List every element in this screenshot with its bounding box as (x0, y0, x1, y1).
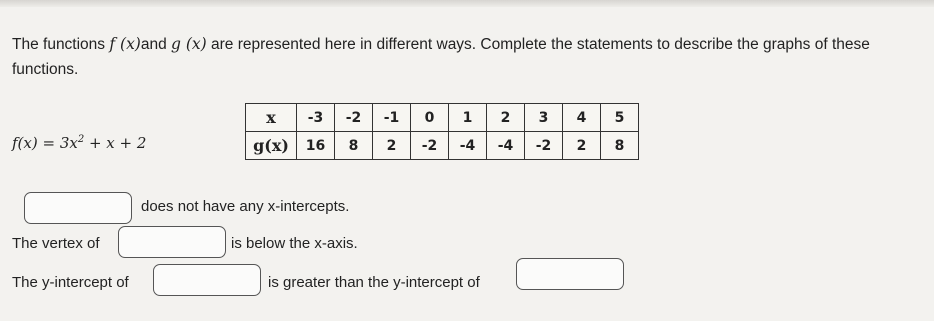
f-symbol: f (x) (109, 35, 141, 53)
statement-1-text: does not have any x-intercepts. (141, 198, 350, 215)
answer-box-4[interactable] (516, 258, 624, 290)
gx-value: 16 (297, 132, 335, 160)
f-equation-rhs: + x + 2 (84, 134, 147, 152)
statement-2-prefix: The vertex of (12, 235, 100, 252)
x-value: 1 (449, 104, 487, 132)
gx-value: -2 (525, 132, 563, 160)
f-equation-lhs: f(x) = 3x (12, 134, 78, 152)
gx-value: 8 (601, 132, 639, 160)
x-row-label: x (246, 104, 297, 132)
gx-value: 8 (335, 132, 373, 160)
statement-3-middle: is greater than the y-intercept of (268, 274, 480, 291)
gx-value: -4 (449, 132, 487, 160)
prompt-text-3: are represented here in different ways. Complete the statements to describe the graphs of these functions. (12, 36, 870, 78)
prompt-text-2: and (140, 36, 172, 53)
f-equation (12, 134, 146, 152)
gx-value: -4 (487, 132, 525, 160)
gx-value: 2 (373, 132, 411, 160)
answer-box-1[interactable] (24, 192, 132, 224)
g-values-table (245, 103, 639, 160)
f-equation-exponent: 2 (77, 134, 85, 145)
gx-value: 2 (563, 132, 601, 160)
x-row (246, 104, 639, 132)
x-value: 3 (525, 104, 563, 132)
answer-box-3[interactable] (153, 264, 261, 296)
gx-row-label: g(x) (246, 132, 297, 160)
x-value: 5 (601, 104, 639, 132)
x-value: 2 (487, 104, 525, 132)
top-strip (0, 0, 934, 7)
x-value: 4 (563, 104, 601, 132)
prompt-text-1: The functions (12, 36, 110, 53)
x-value: -2 (335, 104, 373, 132)
x-value: -3 (297, 104, 335, 132)
statement-2-suffix: is below the x-axis. (231, 235, 358, 252)
answer-box-2[interactable] (118, 226, 226, 258)
question-prompt (12, 32, 917, 82)
gx-row (246, 132, 639, 160)
statement-3-prefix: The y-intercept of (12, 274, 129, 291)
x-value: -1 (373, 104, 411, 132)
x-value: 0 (411, 104, 449, 132)
g-symbol: g (x) (171, 35, 207, 53)
gx-value: -2 (411, 132, 449, 160)
